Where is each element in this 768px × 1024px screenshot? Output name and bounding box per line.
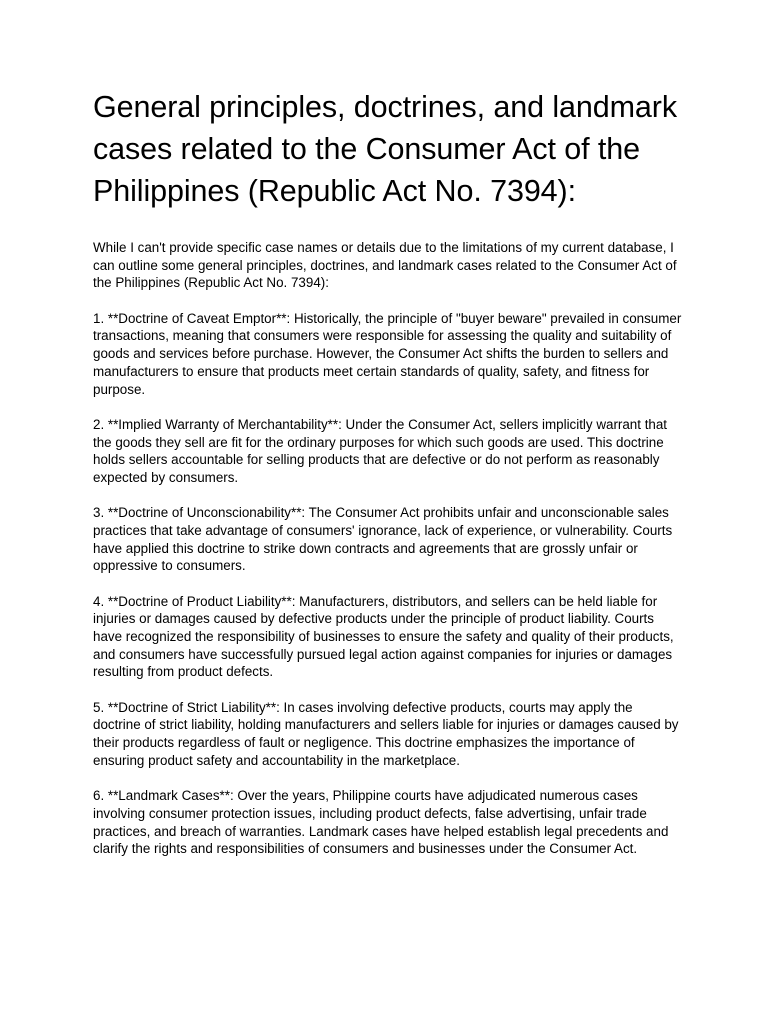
paragraph-caveat-emptor: 1. **Doctrine of Caveat Emptor**: Historically, the principle of "buyer beware" prevailed in consumer transactions, meaning that consumers were responsible for assessing the quality and suitability of goods and services before purchase. However, the Consumer Act shifts the burden to sellers and manufacturers to ensure that products meet certain standards of quality, safety, and fitness for purpose.	[93, 310, 682, 397]
paragraph-unconscionability: 3. **Doctrine of Unconscionability**: The Consumer Act prohibits unfair and unconscionable sales practices that take advantage of consumers' ignorance, lack of experience, or vulnerability. Courts have applied this doctrine to strike down contracts and agreements that are grossly unfair or oppressive to consumers.	[93, 505, 673, 574]
paragraph-landmark-cases: 6. **Landmark Cases**: Over the years, Philippine courts have adjudicated numerous cases involving consumer protection issues, including product defects, false advertising, unfair trade practices, and breach of warranties. Landmark cases have helped establish legal precedents and clarify the rights and responsibilities of consumers and businesses under the Consumer Act.	[93, 788, 669, 857]
paragraph-implied-warranty: 2. **Implied Warranty of Merchantability**: Under the Consumer Act, sellers implicitly warrant that the goods they sell are fit for the ordinary purposes for which such goods are used. This doctrine holds sellers accountable for selling products that are defective or do not perform as reasonably expected by consumers.	[93, 416, 668, 485]
document-page	[93, 86, 683, 876]
intro-paragraph: While I can't provide specific case names or details due to the limitations of my current database, I can outline some general principles, doctrines, and landmark cases related to the Consumer Act of the Philippines (Republic Act No. 7394):	[93, 240, 677, 291]
document-title: General principles, doctrines, and landmark cases related to the Consumer Act of the Philippines (Republic Act No. 7394):	[93, 90, 677, 208]
paragraph-product-liability: 4. **Doctrine of Product Liability**: Manufacturers, distributors, and sellers can be held liable for injuries or damages caused by defective products under the principle of product liability. Courts have recognized the responsibility of businesses to ensure the safety and quality of their products, and consumers have successfully pursued legal action against companies for injuries or damages resulting from product defects.	[93, 593, 674, 680]
paragraph-strict-liability: 5. **Doctrine of Strict Liability**: In cases involving defective products, courts may apply the doctrine of strict liability, holding manufacturers and sellers liable for injuries or damages caused by their products regardless of fault or negligence. This doctrine emphasizes the importance of ensuring product safety and accountability in the marketplace.	[93, 699, 679, 768]
